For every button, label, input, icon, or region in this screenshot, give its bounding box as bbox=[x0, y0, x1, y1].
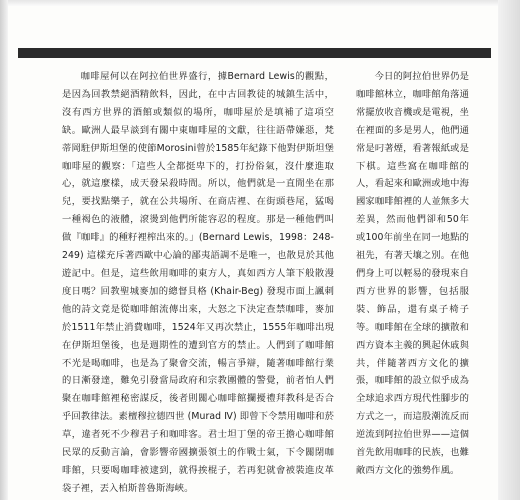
header-rule-bar bbox=[18, 48, 491, 58]
article-right-column bbox=[356, 68, 469, 480]
article-left-column bbox=[62, 68, 334, 498]
scan-edge-right bbox=[498, 0, 520, 500]
scan-edge-top bbox=[0, 0, 520, 6]
scan-edge-left bbox=[0, 0, 8, 500]
right-column-paragraph: 今日的阿拉伯世界仍是咖啡館林立，咖啡館角落通常擺放收音機或是電視，坐在裡面的多是男人，他們通常是叼著煙，看著報紙或是下棋。這些窩在咖啡館的人，看起來和歐洲或地中海國家咖啡館裡的人並無多大差異，然而他們卻和50年或100年前坐在同一地點的祖先，有著天壤之別。在他們身上可以輕易的發現來自西方世界的影響，包括服裝、飾品，還有桌子椅子等。咖啡館在全球的擴散和西方資本主義的興起休戚與共，伴隨著西方文化的擴張，咖啡館的設立似乎成為全球追求西方現代性腳步的方式之一，而這股潮流反而逆流到阿拉伯世界——這個首先飲用咖啡的民族，也難敵西方文化的強勢作風。 bbox=[356, 71, 469, 476]
left-column-paragraph: 咖啡屋何以在阿拉伯世界盛行，據Bernard Lewis的觀點，是因為回教禁絕酒精飲料，因此，在中古回教徒的城鎮生活中，沒有西方世界的酒館或類似的場所，咖啡屋於是填補了這項空缺。歐洲人最早談到有關中東咖啡屋的文獻，往往語帶嫌惡，梵蒂岡駐伊斯坦堡的使節Morosini曾於1585年紀錄下他對伊斯坦堡咖啡屋的觀察：「這些人全都挺卑下的，打扮俗氣，沒什麼進取心，就這麼樣，成天發呆殺時間。所以，他們就是一直閒坐在那兒，要找點樂子，就在公共場所、在商店裡、在街頭巷尾，猛喝一種褐色的液體，滾燙到他們所能容忍的程度。那是一種他們叫做『咖啡』的種籽裡榨出來的。」(Bernard Lewis，1998：248-249) 這樣充斥著西歐中心論的鄙夷語調不是唯一，也散見於其他遊記中。但是，這些飲用咖啡的東方人，真如西方人筆下般散漫度日嗎？回教聖城麥加的總督貝格 (Khair-Beg) 發現市面上諷刺他的詩文竟是從咖啡館流傳出來，大怒之下決定查禁咖啡，麥加於1511年禁止消費咖啡，1524年又再次禁止，1555年咖啡出現在伊斯坦堡後，也是週期性的遭到官方的禁止。人們到了咖啡館不光是喝咖啡，也是為了聚會交流，暢言爭辯，隨著咖啡館行業的日漸發達，難免引發當局政府和宗教團體的警覺，前者怕人們聚在咖啡館裡秘密謀反，後者則關心咖啡館攔擾禮拜教科是否合乎回教律法。素檀穆拉德四世 (Murad Ⅳ) 即曾下令禁用咖啡和菸草，違者死不少穆君子和咖啡客。君士坦丁堡的帝王擔心咖啡館民眾的反動言論，會影響帝國擴張領土的作戰士氣，下令關閉咖啡館，只要喝咖啡被逮到，就得挨棍子，若再犯就會被裝進皮革袋子裡，丟入柏斯普魯斯海峽。 bbox=[62, 71, 334, 494]
